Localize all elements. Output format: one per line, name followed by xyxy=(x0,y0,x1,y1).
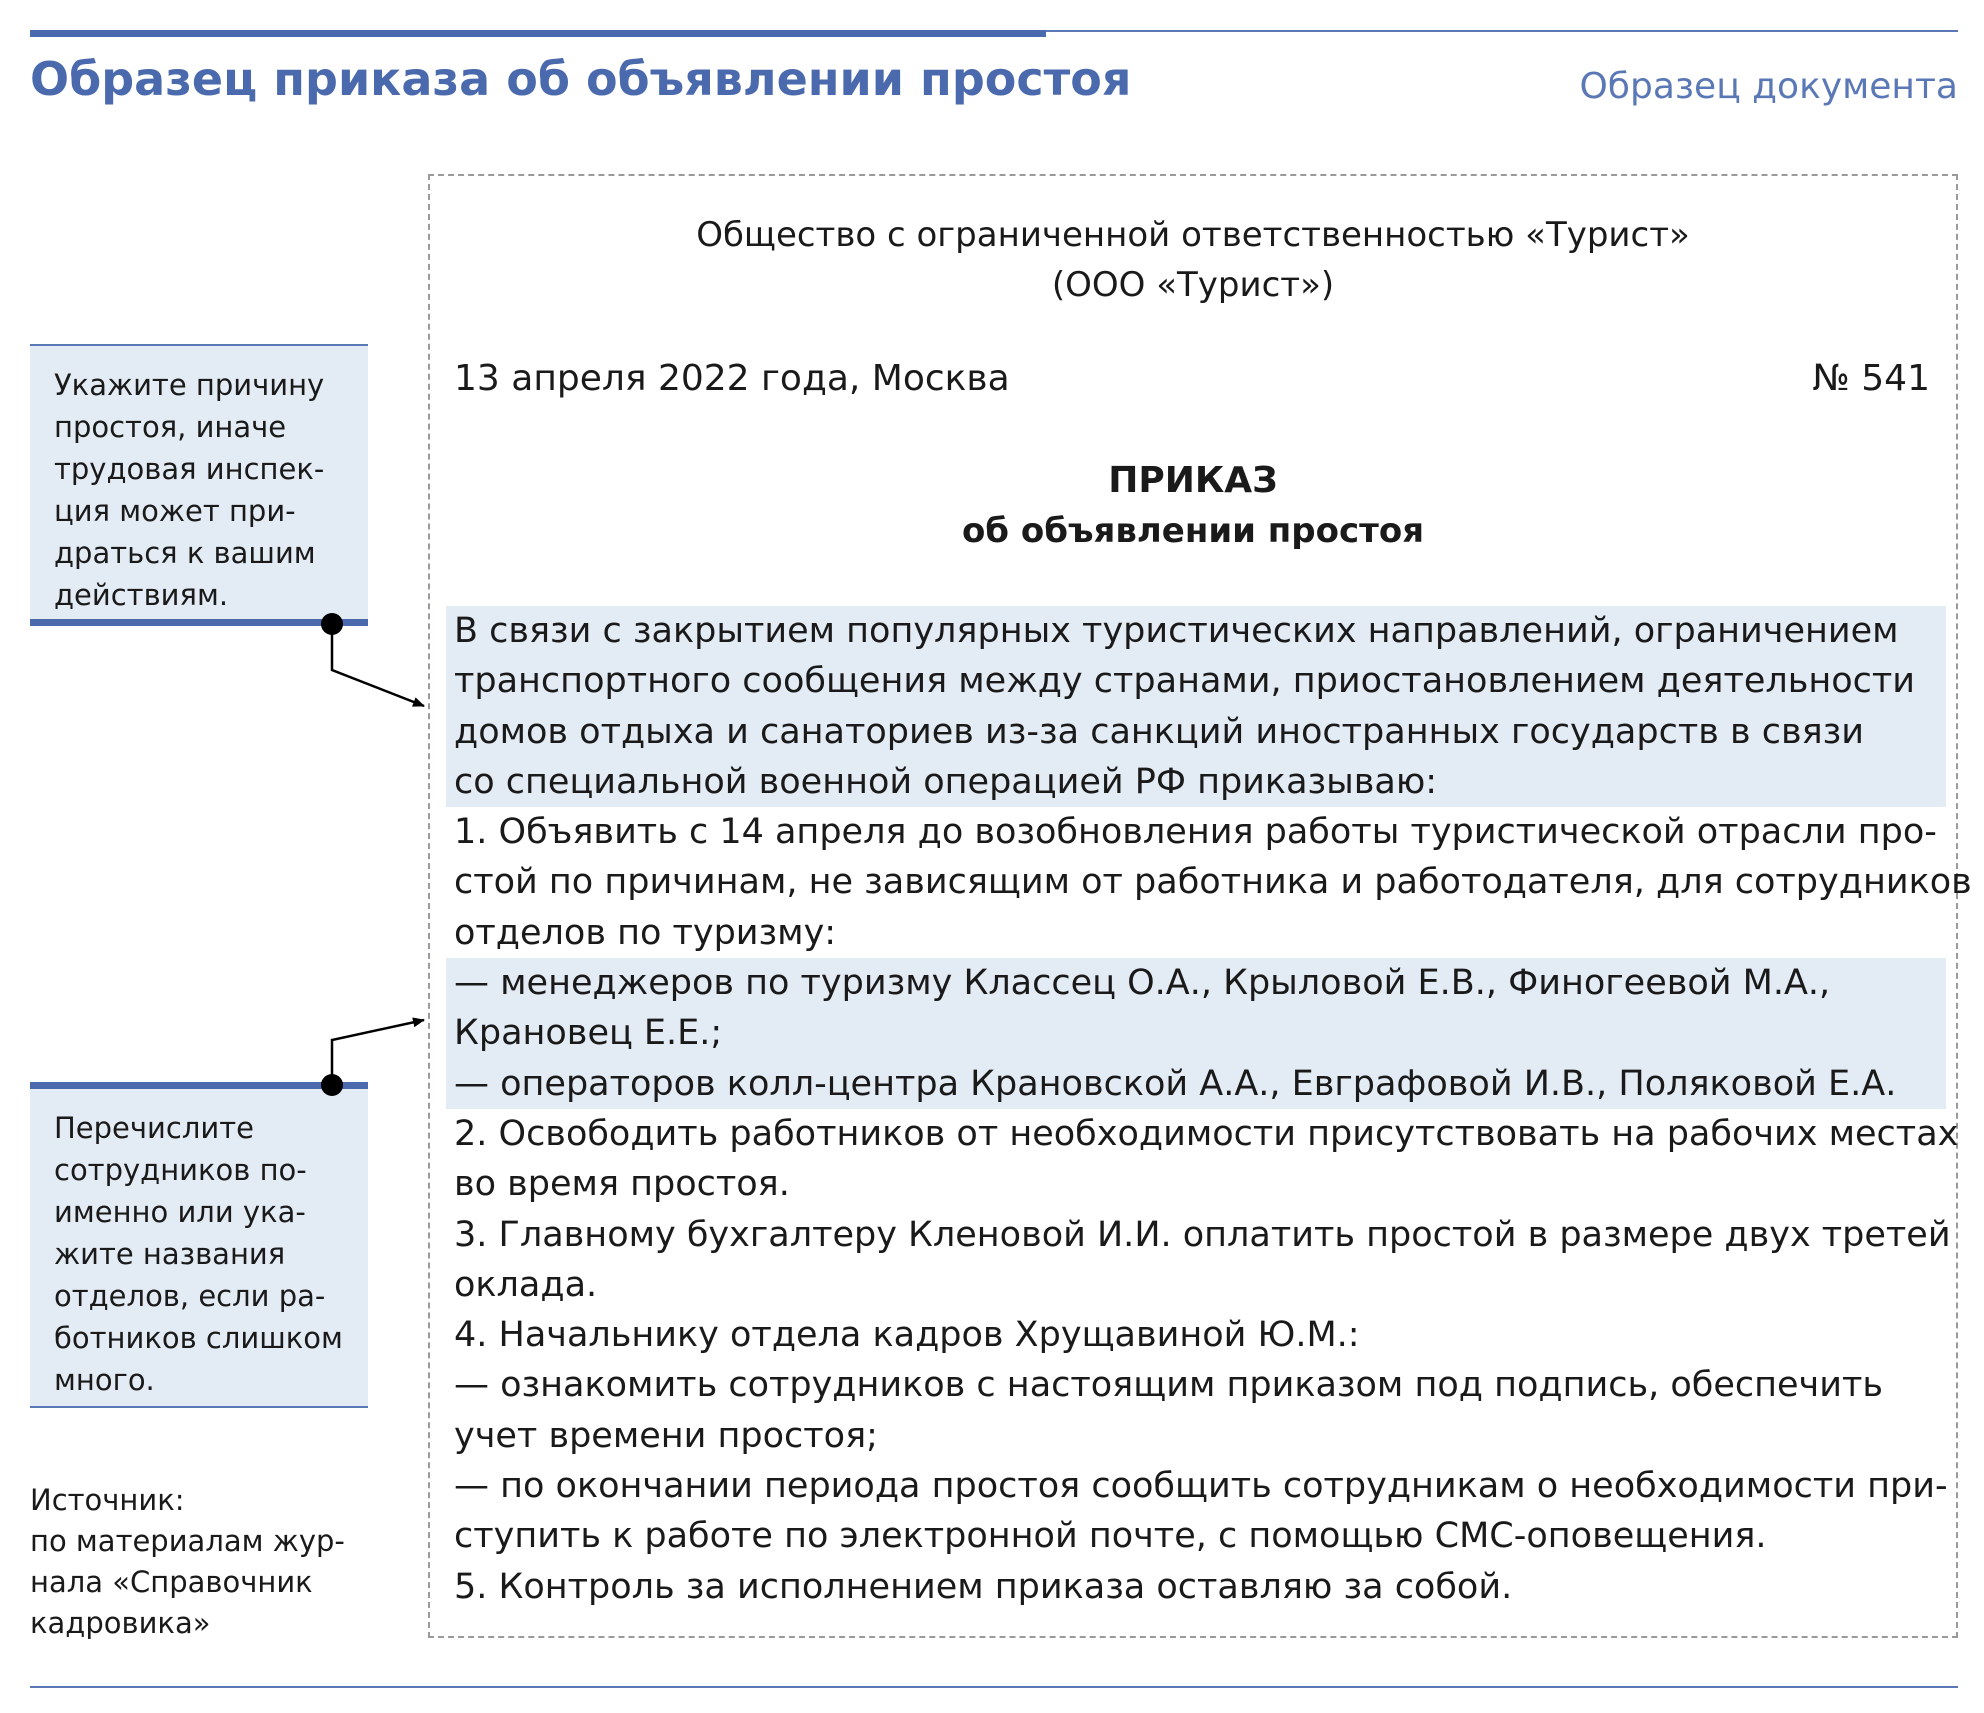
order-number: № 541 xyxy=(1812,358,1930,399)
header-rule xyxy=(1046,30,1958,32)
order-line: — по окончании периода простоя сообщить сотрудникам о необходимости при- xyxy=(454,1466,1948,1507)
order-line: 4. Начальнику отдела кадров Хрущавиной Ю.М.: xyxy=(454,1315,1360,1356)
order-line: 2. Освободить работников от необходимости присутствовать на рабочих местах xyxy=(454,1113,1959,1154)
connector-arrow-1 xyxy=(321,613,424,706)
page-title: Образец приказа об объявлении простоя xyxy=(30,52,1132,106)
callout-reason-hint: Укажите причину простоя, иначе трудовая инспек- ция может при- драться к вашим действиям. xyxy=(30,344,368,626)
order-line: со специальной военной операцией РФ приказываю: xyxy=(446,757,1946,807)
order-line: отделов по туризму: xyxy=(454,912,837,953)
order-line: оклада. xyxy=(454,1264,598,1305)
header-accent-rule xyxy=(30,30,1046,37)
order-date-place: 13 апреля 2022 года, Москва xyxy=(454,358,1010,399)
source-note: Источник: по материалам жур- нала «Справочник кадровика» xyxy=(30,1483,345,1640)
order-subtitle: об объявлении простоя xyxy=(961,511,1425,551)
footer-rule xyxy=(30,1686,1958,1688)
order-document xyxy=(428,174,1972,1638)
order-line: В связи с закрытием популярных туристических направлений, ограничением xyxy=(446,606,1946,656)
callout-employees-hint: Перечислите сотрудников по- именно или ука- жите названия отделов, если ра- ботников слишком много. xyxy=(30,1082,368,1408)
order-line: 1. Объявить с 14 апреля до возобновления работы туристической отрасли про- xyxy=(454,812,1937,853)
organization-short-name: (ООО «Турист») xyxy=(1051,265,1335,305)
order-line: 5. Контроль за исполнением приказа оставляю за собой. xyxy=(454,1566,1513,1607)
organization-full-name: Общество с ограниченной ответственностью «Турист» xyxy=(696,215,1690,255)
order-line: учет времени простоя; xyxy=(454,1415,878,1456)
order-line: — операторов колл-центра Крановской А.А., Евграфовой И.В., Поляковой Е.А. xyxy=(446,1059,1946,1109)
page-category-label: Образец документа xyxy=(1579,66,1958,107)
order-title-block xyxy=(430,456,1956,556)
order-line: во время простоя. xyxy=(454,1164,790,1205)
order-line: стой по причинам, не зависящим от работника и работодателя, для сотрудников xyxy=(454,862,1972,903)
order-line: — менеджеров по туризму Классец О.А., Крыловой Е.В., Финогеевой М.А., xyxy=(446,958,1946,1008)
order-line: домов отдыха и санаториев из-за санкций иностранных государств в связи xyxy=(446,707,1946,757)
order-line: транспортного сообщения между странами, приостановлением деятельности xyxy=(446,656,1946,706)
order-line: 3. Главному бухгалтеру Кленовой И.И. оплатить простой в размере двух третей xyxy=(454,1214,1951,1255)
order-line: — ознакомить сотрудников с настоящим приказом под подпись, обеспечить xyxy=(454,1365,1883,1406)
order-body xyxy=(446,606,1972,1612)
order-title: ПРИКАЗ xyxy=(1108,460,1278,501)
order-line: Крановец Е.Е.; xyxy=(446,1008,1946,1058)
organization-header xyxy=(430,210,1956,310)
order-line: ступить к работе по электронной почте, с помощью СМС-оповещения. xyxy=(454,1516,1767,1557)
